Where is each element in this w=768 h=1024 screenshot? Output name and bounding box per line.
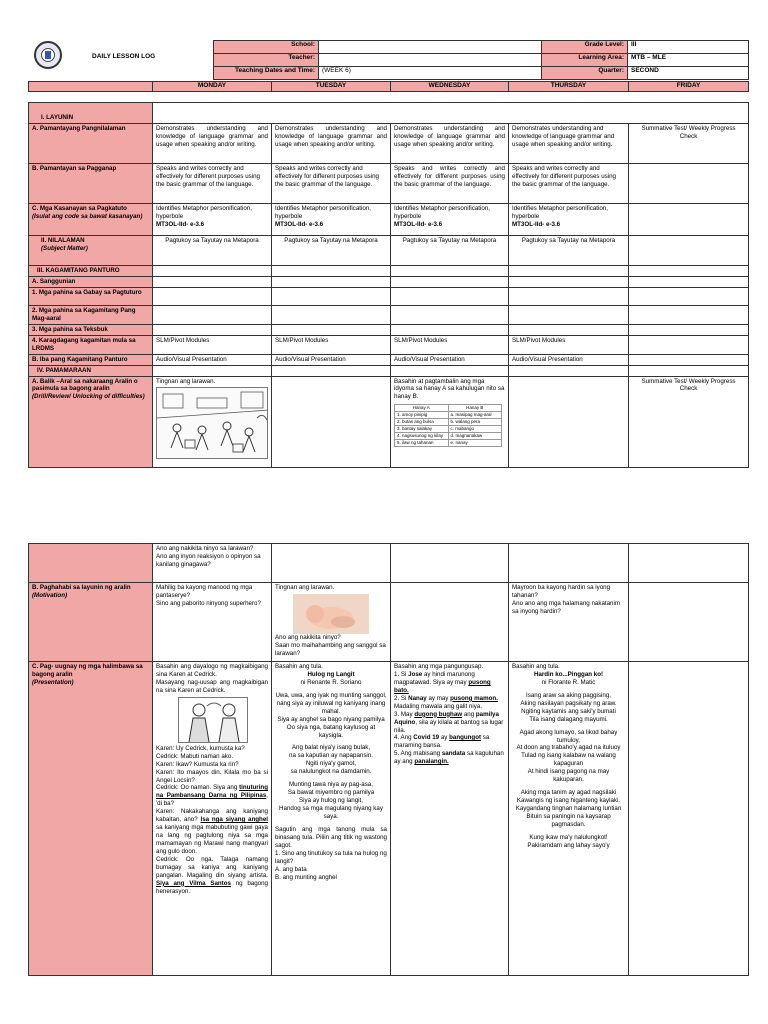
day-tuesday: TUESDAY — [272, 82, 391, 92]
tue-poem-line: Oo siya nga, batang kaylusog at kaysigla. — [286, 723, 376, 739]
wed-s3-e: , sila ay kilala at bantog sa lugar nila. — [394, 718, 504, 734]
wed-s3-metaphor: dugong bughaw — [414, 710, 463, 718]
tue-lrdms: SLM/Pivot Modules — [272, 335, 391, 354]
idiom-a-3: 3. bantay salakay — [395, 426, 449, 433]
thu-motivation-q1: Mayroon ba kayong hardin sa iyong tahanan? — [512, 584, 611, 599]
pag-uugnay-label-note: (Presentation) — [32, 678, 74, 686]
dialogue-line-4: Karen: Ito maayos din. Kilala mo ba si Angel Locsin? — [156, 768, 268, 784]
mon-iba-pang: Audio/Visual Presentation — [153, 354, 272, 365]
wed-sentence-5 — [394, 750, 505, 766]
deped-logo — [34, 41, 62, 69]
wed-sentence-4 — [394, 734, 505, 750]
tue-kasanayan-text: Identifies Metaphor personification, hyperbole — [275, 205, 371, 220]
wed-kasanayan-text: Identifies Metaphor personification, hyperbole — [394, 205, 490, 220]
tue-motivation-q2: Saan mo maihahambing ang sanggol sa larawan? — [275, 641, 386, 657]
wed-lrdms: SLM/Pivot Modules — [391, 335, 509, 354]
kasanayan-label-note: (Isulat ang code sa bawat kasanayan) — [32, 212, 143, 220]
area-label: Learning Area: — [542, 54, 628, 67]
sanggunian-label: A. Sanggunian — [29, 276, 153, 287]
school-label: School: — [214, 41, 319, 54]
pag-uugnay-label-text: C. Pag- uugnay ng mga halimbawa sa bagong aralin — [32, 663, 143, 678]
dialogue-6-metaphor: Isa nga siyang anghel — [200, 816, 268, 824]
dialogue-7-c: ng bagong henerasyon. — [156, 879, 268, 895]
tue-poem-title: Hulog ng Langit — [307, 670, 355, 678]
idiom-a-4: 4. nagsusunog ng kilay — [395, 433, 449, 440]
wed-s4-metaphor: bangungot — [449, 734, 482, 742]
tue-motivation-q1: Ano ang nakikita ninyo? — [275, 633, 341, 641]
tue-questions-intro: Sagutin ang mga tanong mula sa binasang tula. Piliin ang titik ng wastong sagot. — [275, 825, 387, 849]
day-monday: MONDAY — [153, 82, 272, 92]
dialogue-line-5 — [156, 784, 268, 808]
mon-balik-aral-questions — [153, 544, 272, 583]
wed-s1-subject: Jose — [408, 670, 423, 678]
tue-nilalaman: Pagtukoy sa Tayutay na Metapora — [272, 236, 391, 266]
thu-nilalaman: Pagtukoy sa Tayutay na Metapora — [509, 236, 629, 266]
gabay-pagtuturo-label: 1. Mga pahina sa Gabay sa Pagtuturo — [29, 287, 153, 305]
thu-poem-line: Bituin sa paningin na kaysarap pagmasdan. — [526, 812, 611, 828]
idiom-b-1: a. masipag mag-aral — [448, 412, 502, 419]
idiom-matching-table — [394, 404, 502, 447]
tue-pagganap-text: Speaks and writes correctly and effectively for different purposes using the basic grammar of the language. — [272, 164, 391, 204]
wed-s5-metaphor: panalangin. — [414, 758, 449, 766]
wed-s5-subject: sandata — [441, 750, 466, 758]
dialogue-line-2: Cedrick: Mabuti naman ako. — [156, 752, 234, 760]
lrdms-label: 4. Karagdagang kagamitan mula sa LRDMS — [29, 335, 153, 354]
wed-s4-c: ay — [440, 734, 448, 742]
wed-kasanayan-code: MT3OL-IId- e-3.6 — [394, 220, 443, 228]
tue-kasanayan — [272, 204, 391, 236]
tue-pres-intro: Basahin ang tula. — [275, 663, 323, 670]
kagamitang-panturo-heading: III. KAGAMITANG PANTURO — [29, 266, 153, 277]
tue-poem-line: Ang balat niya'y isang bulak, — [291, 744, 371, 752]
teksbuk-label: 3. Mga pahina sa Teksbuk — [29, 324, 153, 335]
mon-motivation-q2: Sino ang paborito ninyong superhero? — [156, 599, 261, 607]
dialogue-7-a: Cedrick: Oo nga. Talaga namang bumagay sa kaniya ang kaniyang pangalan. Magaling din siyang artista. — [156, 855, 268, 879]
days-header — [28, 81, 749, 92]
balik-aral-label — [29, 376, 153, 467]
friends-talking-illustration — [178, 697, 248, 743]
lesson-table-page-2 — [28, 543, 749, 976]
mon-balik-aral-text: Tingnan ang larawan. — [156, 377, 216, 385]
paghahabi-label-note: (Motivation) — [32, 591, 68, 599]
tue-poem-line: Ngiti niya'y gamot, — [305, 760, 357, 768]
wed-balik-aral — [391, 376, 509, 467]
tue-question-1-a: A. ang bata — [275, 865, 307, 873]
mon-kasanayan-code: MT3OL-IId- e-3.6 — [156, 220, 205, 228]
thu-poem-line: Kung ikaw ma'y nalulungkot! — [529, 833, 608, 841]
nilalaman-label-note: (Subject Matter) — [41, 244, 88, 252]
mon-lrdms: SLM/Pivot Modules — [153, 335, 272, 354]
wed-s1-c: ay hindi marunong magpatawad. Siya ay may — [394, 670, 475, 686]
lesson-log-title: DAILY LESSON LOG — [92, 53, 156, 60]
thu-poem-line: Aking mga tanim ay agad nagsilaki — [520, 789, 617, 797]
balik-aral-label-note: (Drill/Review/ Unlocking of difficulties) — [32, 393, 145, 401]
tue-poem-line: Siya ay anghel sa bago niyang pamilya — [277, 715, 385, 723]
mon-kasanayan-text: Identifies Metaphor personification, hyperbole — [156, 205, 252, 220]
tue-motivation — [272, 583, 391, 662]
wed-sentence-1 — [394, 671, 505, 695]
quarter-label: Quarter: — [542, 67, 628, 80]
hanay-b-heading: Hanay B — [448, 405, 502, 412]
pamantayang-pangnilalaman-label: A. Pamantayang Pangnilalaman — [29, 124, 153, 164]
thu-poem-line: Aking nasilayan pagsikaty ng araw. — [520, 699, 617, 707]
dialogue-5-c: , 'di ba? — [156, 792, 268, 808]
idiom-b-2: b. walang pera — [448, 419, 502, 426]
mon-pres-intro: Basahin ang dayalogo ng magkaibigang sina Karen at Cedrick. — [156, 663, 268, 678]
thu-poem-line: Kawangis ng isang higanteng kaylaki. — [516, 797, 621, 805]
dialogue-line-7 — [156, 856, 268, 896]
wed-presentation — [391, 662, 509, 976]
thu-pamantayan-text: Demonstrates understanding and knowledge of language grammar and usage when speaking and/or writing. — [509, 124, 629, 164]
idiom-b-4: d. magnanakaw — [448, 433, 502, 440]
wed-pamantayan-text: Demonstrates understanding and knowledge of language grammar and usage when speaking and/or writing. — [391, 124, 509, 164]
fri-summative-text: Summative Test/ Weekly Progress Check — [629, 124, 749, 164]
thu-poem-title: Hardin ko...Pinggan ko! — [533, 670, 604, 678]
thu-poem-author: ni Florante R. Matic — [541, 678, 596, 686]
thu-motivation — [509, 583, 629, 662]
area-value: MTB – MLE — [628, 54, 749, 67]
school-value — [319, 41, 542, 54]
tue-pamantayan-text: Demonstrates understanding and knowledge of language grammar and usage when speaking and/or writing. — [272, 124, 391, 164]
wed-s3-subject: pamilya Aquino — [394, 710, 499, 726]
mon-pamantayan-text: Demonstrates understanding and knowledge of language grammar and usage when speaking and/or writing. — [153, 124, 272, 164]
wed-s5-a: 5. Ang mabisang — [394, 750, 441, 758]
wed-kasanayan — [391, 204, 509, 236]
thu-poem-line: Tulad ng isang kalabaw na walang kapaguran — [521, 752, 616, 768]
tue-presentation — [272, 662, 391, 976]
day-wednesday: WEDNESDAY — [391, 82, 509, 92]
kagamitang-mag-aaral-label: 2. Mga pahina sa Kagamitang Pang Mag-aaral — [29, 305, 153, 324]
mon-balik-aral — [153, 376, 272, 467]
tue-poem-line: Siya ay hulog ng langit, — [299, 797, 363, 805]
wed-sentence-3 — [394, 711, 505, 735]
balik-aral-label-text: A. Balik –Aral sa nakaraang Aralin o pasimula sa bagong aralin — [32, 377, 138, 393]
day-thursday: THURSDAY — [509, 82, 629, 92]
kasanayan-label-text: C. Mga Kasanayan sa Pagkatuto — [32, 205, 127, 212]
kasanayan-label — [29, 204, 153, 236]
mon-motivation — [153, 583, 272, 662]
mon-question-2: Ano ang inyon reaksiyon o opinyon sa kanilang ginagawa? — [156, 552, 261, 568]
idiom-b-3: c. mabango — [448, 426, 502, 433]
thu-iba-pang: Audio/Visual Presentation — [509, 354, 629, 365]
grade-label: Grade Level: — [542, 41, 628, 54]
wed-s3-a: 3. May — [394, 710, 413, 718]
dates-value: (WEEK 6) — [319, 67, 542, 80]
mon-kasanayan — [153, 204, 272, 236]
wed-pagganap-text: Speaks and writes correctly and effectively for different purposes using the basic grammar of the language. — [391, 164, 509, 204]
wed-s3-c: ang — [463, 710, 475, 718]
thu-poem-line: Agad akong lumayo, sa likod bahay tumuloy, — [519, 728, 618, 744]
nilalaman-label-text: II. NILALAMAN — [41, 237, 85, 244]
wed-s2-e: Madaling mawala ang galit niya. — [394, 702, 483, 710]
tue-poem-author: ni Renante R. Soriano — [300, 678, 362, 686]
mon-pres-intro-2: Masayang nag-uusap ang magkaibigan na sina Karen at Cedrick. — [156, 678, 268, 694]
thu-poem-line: At hindi isang pagong na may kakuparan. — [527, 768, 610, 784]
paghahabi-label — [29, 583, 153, 662]
grade-value: III — [628, 41, 749, 54]
dialogue-5-metaphor: tinuturing na Pambansang Darna ng Pilipinas — [156, 784, 268, 800]
dialogue-7-metaphor: Siya ang Vilma Santos — [156, 879, 231, 887]
tue-poem-line: na sa kaputian ay napapansin. — [289, 752, 373, 760]
thu-poem-line: Ngiting kaytamis ang saki'y bumati — [521, 707, 616, 715]
sleeping-baby-photo — [293, 594, 369, 634]
fri-balik-aral: Summative Test/ Weekly Progress Check — [629, 376, 749, 467]
thu-pagganap-text: Speaks and writes correctly and effectively for different purposes using the basic grammar of the language. — [509, 164, 629, 204]
thu-poem-line: Kaygandang tingnan halamang luntian — [515, 805, 622, 812]
pag-uugnay-label — [29, 662, 153, 976]
idiom-a-2: 2. butas ang bulsa — [395, 419, 449, 426]
idiom-b-5: e. nanay — [448, 440, 502, 447]
thu-presentation — [509, 662, 629, 976]
thu-poem-line: Pakiramdam ang lahay sayo'y — [527, 841, 610, 849]
tue-poem-line: Munting tawa niya ay pag-asa, — [289, 781, 373, 789]
dialogue-6-a: Karen: Nakakahanga ang kaniyang kabaitan, ano? — [156, 808, 268, 824]
wed-balik-aral-text: Basahin at pagtambalin ang mga idyoma sa hanay A sa kahulugan nito sa hanay B. — [394, 377, 505, 401]
mon-pagganap-text: Speaks and writes correctly and effectively for different purposes using the basic grammar of the language. — [153, 164, 272, 204]
tue-poem-line: nang siya ay iniluwal ng kaniyang inang mahal. — [276, 699, 386, 715]
wed-s4-a: 4. Ang — [394, 734, 412, 742]
dates-label: Teaching Dates and Time: — [214, 67, 319, 80]
idiom-a-1: 1. amoy pinipig — [395, 412, 449, 419]
thu-poem-line: Isang araw sa aking paggising, — [526, 691, 611, 699]
tue-iba-pang: Audio/Visual Presentation — [272, 354, 391, 365]
teacher-label: Teacher: — [214, 54, 319, 67]
thu-kasanayan — [509, 204, 629, 236]
tue-poem-line: Sa bawat miyembro ng pamilya — [287, 789, 375, 797]
thu-motivation-q2: Ano ano ang mga halamang nakatanim sa inyong hardin? — [512, 599, 621, 615]
layunin-heading: I. LAYUNIN — [29, 103, 153, 124]
tue-kasanayan-code: MT3OL-IId- e-3.6 — [275, 220, 324, 228]
tue-question-1-b: B. ang munting anghel — [275, 873, 337, 881]
wed-sentence-2 — [394, 695, 505, 711]
wed-iba-pang: Audio/Visual Presentation — [391, 354, 509, 365]
thu-lrdms: SLM/Pivot Modules — [509, 335, 629, 354]
mon-motivation-q1: Mahilig ba kayong manood ng mga pantaserye? — [156, 584, 253, 599]
quarter-value: SECOND — [628, 67, 749, 80]
wed-s4-e: sa maraming bansa. — [394, 734, 490, 750]
wed-s2-metaphor: pusong mamon. — [450, 694, 498, 702]
mon-presentation — [153, 662, 272, 976]
dialogue-line-1: Karen: Uy Cedrick, kumusta ka? — [156, 744, 245, 752]
lesson-table-page-1 — [28, 102, 749, 468]
dialogue-line-6 — [156, 808, 268, 856]
mon-question-1: Ano ang nakikita ninyo sa larawan? — [156, 545, 254, 552]
hanay-a-heading: Hanay A — [395, 405, 449, 412]
dialogue-5-a: Cedrick: Oo naman. Siya ang — [156, 784, 238, 792]
pamantayan-sa-pagganap-label: B. Pamantayan sa Pagganap — [29, 164, 153, 204]
wed-s1-a: 1. Si — [394, 670, 407, 678]
header-table — [213, 40, 749, 80]
iba-pang-kagamitan-label: B. Iba pang Kagamitang Panturo — [29, 354, 153, 365]
idiom-a-5: 5. ilaw ng tahanan — [395, 440, 449, 447]
wed-s2-a: 2. Si — [394, 694, 407, 702]
tue-poem-line: sa nalulungkot na damdamin. — [290, 768, 372, 776]
tue-motivation-text: Tingnan ang larawan. — [275, 584, 335, 591]
teacher-value — [319, 54, 542, 67]
paghahabi-label-text: B. Paghahabi sa layunin ng aralin — [32, 584, 131, 591]
thu-kasanayan-text: Identifies Metaphor personification, hyperbole — [512, 205, 608, 220]
pamamaraan-heading: IV. PAMAMARAAN — [29, 365, 153, 376]
wed-s4-subject: Covid 19 — [413, 734, 440, 742]
thu-kasanayan-code: MT3OL-IId- e-3.6 — [512, 220, 561, 228]
wed-pres-intro: Basahin ang mga pangungusap. — [394, 663, 484, 670]
mon-nilalaman: Pagtukoy sa Tayutay na Metapora — [153, 236, 272, 266]
day-friday: FRIDAY — [629, 82, 749, 92]
wed-nilalaman: Pagtukoy sa Tayutay na Metapora — [391, 236, 509, 266]
thu-poem-line: At doon ang trabaho'y agad na ituluoy — [516, 744, 621, 752]
tue-poem-line: Uwa, uwa, ang iyak ng munting sanggol, — [275, 691, 387, 699]
thu-pres-intro: Basahin ang tula. — [512, 663, 560, 670]
tue-question-1: 1. Sino ang tinutukoy sa tula na hulog ng langit? — [275, 849, 387, 865]
thu-poem-line: Tila isang dalagang mayumi. — [529, 715, 608, 723]
nilalaman-label — [29, 236, 153, 266]
wed-s2-c: ay may — [428, 694, 449, 702]
wed-s1-metaphor: pusong bato. — [394, 678, 491, 694]
wed-s5-c: sa kaguluhan ay ang — [394, 750, 504, 766]
dialogue-6-c: sa kaniyang mga mabubuting gawi gaya na lang ng pagtulong niya sa mga mamamayan ng Marawi nang mangyari ang gulo doon. — [156, 824, 268, 855]
tue-poem-line: Handog sa mga magulang niyang kay saya. — [279, 805, 383, 820]
dialogue-line-3: Karen: Ikaw? Kumusta ka rin? — [156, 760, 239, 768]
classroom-illustration — [156, 387, 268, 459]
wed-s2-subject: Nanay — [408, 694, 427, 702]
